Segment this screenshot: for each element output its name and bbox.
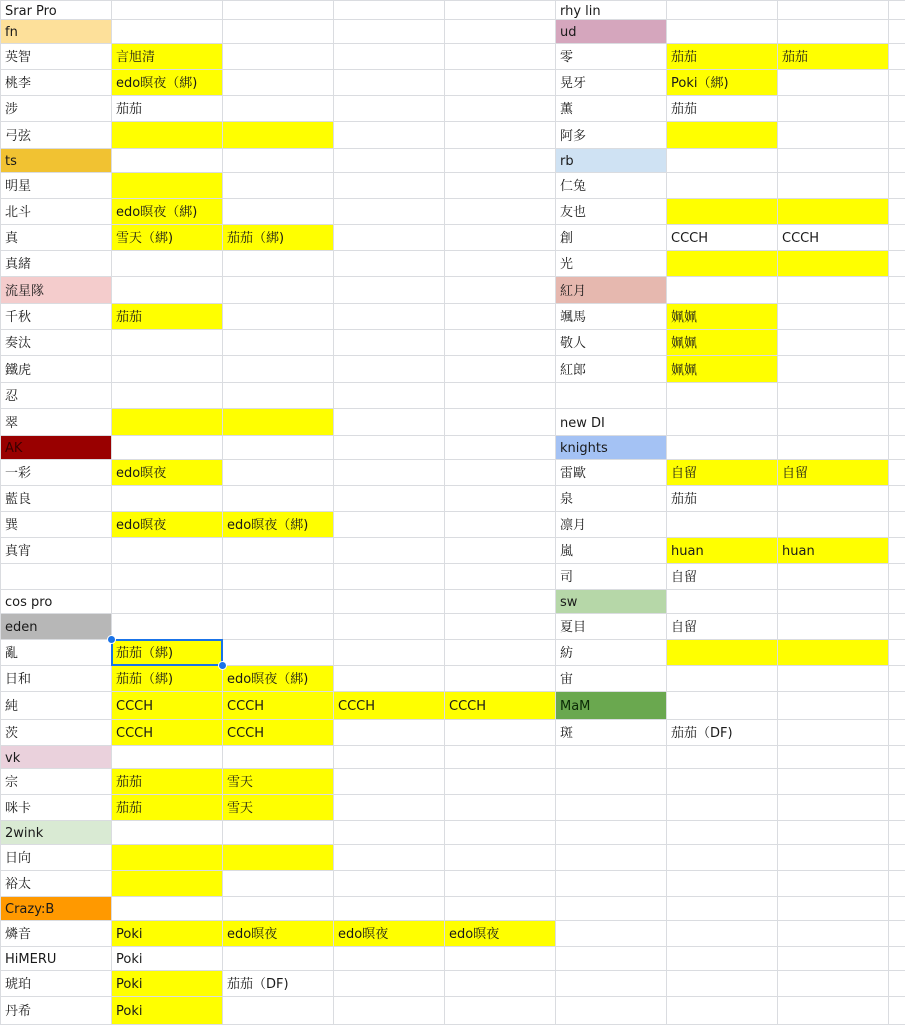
cell-left-r34-c0[interactable]: 裕太 [5,877,32,892]
cell-left-r19-c4[interactable] [445,486,555,511]
cell-left-r18-c1[interactable]: edo暝夜 [112,460,222,485]
cell-left-r7-c3[interactable] [334,173,444,198]
cell-left-r21-c3[interactable] [334,538,444,563]
cell-left-r12-c4[interactable] [445,304,555,329]
cell-left-r23-c3[interactable] [334,590,444,613]
selection-handle-bottom-right[interactable] [218,661,227,670]
cell-left-r20-c0[interactable]: 巽 [5,518,19,533]
cell-right-r3-c0[interactable]: 晃牙 [560,76,587,91]
cell-left-r18-c2[interactable] [223,460,333,485]
cell-left-r4-c0[interactable]: 涉 [5,102,19,117]
cell-left-r22-c2[interactable] [223,564,333,589]
cell-left-r4-c2[interactable] [223,96,333,121]
cell-right-r9-c1[interactable]: CCCH [671,231,709,246]
cell-right-r18-c2[interactable]: 自留 [778,460,888,485]
cell-right-r27-c2[interactable] [778,692,888,719]
cell-right-r8-c1[interactable] [667,199,777,224]
cell-left-r25-c1[interactable]: 茄茄（綁) [112,640,222,665]
cell-left-r23-c1[interactable] [112,590,222,613]
cell-left-r34-c3[interactable] [334,871,444,896]
cell-left-r13-c0[interactable]: 奏汰 [5,336,32,351]
cell-left-r24-c3[interactable] [334,614,444,639]
cell-left-r24-c4[interactable] [445,614,555,639]
cell-left-r25-c3[interactable] [334,640,444,665]
cell-left-r38-c4[interactable] [445,971,555,996]
cell-right-r7-c0[interactable]: 仁兔 [560,179,587,194]
cell-left-r36-c1[interactable]: Poki [112,921,222,946]
cell-left-r9-c3[interactable] [334,225,444,250]
cell-right-r3-c1[interactable]: Poki（綁) [667,70,777,95]
cell-left-r32-c2[interactable] [223,821,333,844]
cell-right-r1-c1[interactable] [667,20,777,43]
cell-right-r22-c0[interactable]: 司 [560,570,574,585]
cell-left-r31-c0[interactable]: 咪卡 [5,801,32,816]
cell-right-r5-c2[interactable] [778,122,888,148]
cell-right-r28-c2[interactable] [778,720,888,745]
cell-right-r1-c0[interactable]: ud [556,20,666,43]
cell-left-r28-c1[interactable]: CCCH [112,720,222,745]
cell-right-r11-c0[interactable]: 紅月 [556,277,666,303]
cell-left-r17-c2[interactable] [223,436,333,459]
cell-left-r32-c4[interactable] [445,821,555,844]
cell-left-r39-c4[interactable] [445,997,555,1024]
cell-left-r14-c3[interactable] [334,356,444,382]
cell-right-r18-c0[interactable]: 雷歐 [560,466,587,481]
cell-left-r3-c0[interactable]: 桃李 [5,76,32,91]
cell-left-r15-c2[interactable] [223,383,333,408]
cell-left-r4-c3[interactable] [334,96,444,121]
cell-right-r2-c0[interactable]: 零 [560,50,574,65]
cell-left-r5-c0[interactable]: 弓弦 [5,129,32,144]
cell-left-r34-c2[interactable] [223,871,333,896]
cell-left-r17-c3[interactable] [334,436,444,459]
cell-right-r4-c1[interactable]: 茄茄 [671,102,698,117]
cell-left-r31-c4[interactable] [445,795,555,820]
cell-left-r26-c0[interactable]: 日和 [5,672,32,687]
cell-left-r35-c0[interactable]: Crazy:B [1,897,111,920]
cell-left-r25-c4[interactable] [445,640,555,665]
cell-right-r24-c2[interactable] [778,614,888,639]
cell-left-r34-c1[interactable] [112,871,222,896]
cell-left-r1-c0[interactable]: fn [1,20,111,43]
cell-left-r10-c1[interactable] [112,251,222,276]
cell-left-r39-c0[interactable]: 丹希 [5,1004,32,1019]
cell-left-r17-c1[interactable] [112,436,222,459]
cell-right-r11-c1[interactable] [667,277,777,303]
cell-left-r18-c3[interactable] [334,460,444,485]
cell-right-r12-c1[interactable]: 姵姵 [667,304,777,329]
cell-left-r7-c1[interactable] [112,173,222,198]
cell-right-r23-c2[interactable] [778,590,888,613]
cell-left-r22-c0[interactable] [1,564,111,589]
cell-left-r27-c3[interactable]: CCCH [334,692,444,719]
cell-left-r6-c2[interactable] [223,149,333,172]
cell-left-r21-c0[interactable]: 真宵 [5,544,32,559]
cell-left-r38-c0[interactable]: 琥珀 [5,977,32,992]
cell-left-r17-c0[interactable]: AK [1,436,111,459]
cell-left-r29-c2[interactable] [223,746,333,768]
cell-left-r5-c1[interactable] [112,122,222,148]
cell-right-r14-c1[interactable]: 姵姵 [667,356,777,382]
cell-right-r10-c2[interactable] [778,251,888,276]
cell-left-r27-c4[interactable]: CCCH [445,692,555,719]
cell-right-r14-c2[interactable] [778,356,888,382]
cell-left-r24-c2[interactable] [223,614,333,639]
cell-left-r30-c4[interactable] [445,769,555,794]
cell-left-r37-c1[interactable]: Poki [116,952,143,967]
cell-left-r21-c2[interactable] [223,538,333,563]
cell-left-r13-c2[interactable] [223,330,333,355]
cell-left-r9-c0[interactable]: 真 [5,231,19,246]
cell-left-r20-c2[interactable]: edo暝夜（綁) [223,512,333,537]
cell-left-r0-c0[interactable]: Srar Pro [5,4,57,19]
cell-left-r7-c4[interactable] [445,173,555,198]
cell-left-r16-c1[interactable] [112,409,222,435]
cell-left-r15-c3[interactable] [334,383,444,408]
cell-left-r15-c0[interactable]: 忍 [5,389,19,404]
cell-left-r34-c4[interactable] [445,871,555,896]
cell-left-r14-c1[interactable] [112,356,222,382]
cell-left-r20-c1[interactable]: edo暝夜 [112,512,222,537]
cell-left-r0-c4[interactable] [445,1,555,19]
cell-left-r3-c4[interactable] [445,70,555,95]
cell-right-r25-c1[interactable] [667,640,777,665]
cell-left-r39-c3[interactable] [334,997,444,1024]
cell-left-r14-c0[interactable]: 鐵虎 [5,363,32,378]
cell-left-r30-c2[interactable]: 雪天 [223,769,333,794]
cell-left-r16-c2[interactable] [223,409,333,435]
cell-left-r16-c3[interactable] [334,409,444,435]
cell-left-r21-c1[interactable] [112,538,222,563]
cell-left-r0-c2[interactable] [223,1,333,19]
cell-left-r30-c1[interactable]: 茄茄 [112,769,222,794]
cell-left-r8-c4[interactable] [445,199,555,224]
cell-right-r0-c0[interactable]: rhy lin [560,4,601,19]
cell-left-r2-c0[interactable]: 英智 [5,50,32,65]
cell-left-r24-c1[interactable] [112,614,222,639]
cell-left-r14-c4[interactable] [445,356,555,382]
cell-left-r13-c1[interactable] [112,330,222,355]
cell-left-r11-c3[interactable] [334,277,444,303]
cell-right-r14-c0[interactable]: 紅郎 [560,363,587,378]
cell-left-r31-c1[interactable]: 茄茄 [112,795,222,820]
cell-left-r1-c3[interactable] [334,20,444,43]
cell-left-r38-c2[interactable]: 茄茄（DF) [227,977,289,992]
cell-right-r2-c1[interactable]: 茄茄 [667,44,777,69]
cell-left-r26-c2[interactable]: edo暝夜（綁) [223,666,333,691]
cell-left-r3-c2[interactable] [223,70,333,95]
cell-right-r16-c1[interactable] [667,409,777,435]
cell-left-r8-c1[interactable]: edo暝夜（綁) [112,199,222,224]
cell-left-r12-c0[interactable]: 千秋 [5,310,32,325]
cell-left-r10-c2[interactable] [223,251,333,276]
cell-right-r10-c1[interactable] [667,251,777,276]
cell-left-r27-c0[interactable]: 純 [5,699,19,714]
cell-right-r4-c2[interactable] [778,96,888,121]
cell-right-r21-c2[interactable]: huan [778,538,888,563]
cell-left-r23-c4[interactable] [445,590,555,613]
cell-left-r25-c2[interactable] [223,640,333,665]
cell-left-r36-c4[interactable]: edo暝夜 [445,921,555,946]
cell-right-r9-c2[interactable]: CCCH [782,231,820,246]
cell-left-r37-c0[interactable]: HiMERU [5,952,57,967]
cell-left-r8-c0[interactable]: 北斗 [5,205,32,220]
cell-left-r15-c4[interactable] [445,383,555,408]
cell-left-r8-c3[interactable] [334,199,444,224]
cell-left-r32-c3[interactable] [334,821,444,844]
cell-left-r5-c2[interactable] [223,122,333,148]
cell-right-r12-c0[interactable]: 颯馬 [560,310,587,325]
cell-right-r21-c0[interactable]: 嵐 [560,544,574,559]
cell-right-r19-c0[interactable]: 泉 [560,492,574,507]
cell-right-r20-c1[interactable] [667,512,777,537]
cell-left-r28-c0[interactable]: 茨 [5,726,19,741]
cell-right-r18-c1[interactable]: 自留 [667,460,777,485]
cell-left-r26-c4[interactable] [445,666,555,691]
cell-left-r2-c4[interactable] [445,44,555,69]
cell-left-r27-c2[interactable]: CCCH [223,692,333,719]
cell-left-r12-c1[interactable]: 茄茄 [112,304,222,329]
cell-left-r16-c0[interactable]: 翠 [5,416,19,431]
cell-left-r20-c4[interactable] [445,512,555,537]
cell-left-r6-c3[interactable] [334,149,444,172]
cell-right-r10-c0[interactable]: 光 [560,257,574,272]
cell-right-r19-c1[interactable]: 茄茄 [671,492,698,507]
cell-left-r3-c1[interactable]: edo暝夜（綁) [112,70,222,95]
cell-left-r33-c0[interactable]: 日向 [5,851,32,866]
cell-left-r21-c4[interactable] [445,538,555,563]
cell-left-r31-c2[interactable]: 雪天 [223,795,333,820]
cell-left-r2-c1[interactable]: 言旭清 [112,44,222,69]
cell-left-r4-c4[interactable] [445,96,555,121]
cell-left-r37-c2[interactable] [223,947,333,970]
cell-left-r14-c2[interactable] [223,356,333,382]
cell-left-r11-c4[interactable] [445,277,555,303]
cell-right-r7-c1[interactable] [667,173,777,198]
cell-left-r4-c1[interactable]: 茄茄 [116,102,143,117]
cell-left-r37-c4[interactable] [445,947,555,970]
selection-handle-top-left[interactable] [107,635,116,644]
cell-left-r11-c0[interactable]: 流星隊 [1,277,111,303]
cell-left-r29-c0[interactable]: vk [1,746,111,768]
cell-left-r27-c1[interactable]: CCCH [112,692,222,719]
cell-right-r3-c2[interactable] [778,70,888,95]
cell-left-r33-c4[interactable] [445,845,555,870]
cell-right-r17-c2[interactable] [778,436,888,459]
cell-left-r0-c3[interactable] [334,1,444,19]
cell-left-r7-c0[interactable]: 明星 [5,179,32,194]
cell-left-r12-c2[interactable] [223,304,333,329]
cell-right-r6-c2[interactable] [778,149,888,172]
cell-right-r7-c2[interactable] [778,173,888,198]
cell-left-r13-c3[interactable] [334,330,444,355]
cell-right-r13-c0[interactable]: 敬人 [560,336,587,351]
cell-right-r4-c0[interactable]: 薫 [560,102,574,117]
cell-left-r10-c0[interactable]: 真緒 [5,257,32,272]
cell-right-r25-c2[interactable] [778,640,888,665]
cell-right-r0-c1[interactable] [667,1,777,19]
cell-right-r28-c1[interactable]: 茄茄（DF) [671,726,733,741]
cell-right-r6-c1[interactable] [667,149,777,172]
cell-right-r16-c2[interactable] [778,409,888,435]
cell-left-r9-c4[interactable] [445,225,555,250]
cell-right-r28-c0[interactable]: 斑 [560,726,574,741]
cell-left-r33-c1[interactable] [112,845,222,870]
cell-right-r27-c0[interactable]: MaM [556,692,666,719]
cell-right-r24-c0[interactable]: 夏目 [560,620,587,635]
cell-left-r5-c3[interactable] [334,122,444,148]
cell-left-r22-c4[interactable] [445,564,555,589]
cell-right-r0-c2[interactable] [778,1,888,19]
cell-left-r35-c4[interactable] [445,897,555,920]
cell-left-r1-c1[interactable] [112,20,222,43]
cell-left-r39-c2[interactable] [223,997,333,1024]
cell-left-r19-c0[interactable]: 藍良 [5,492,32,507]
cell-right-r11-c2[interactable] [778,277,888,303]
cell-right-r20-c0[interactable]: 凛月 [560,518,587,533]
cell-left-r3-c3[interactable] [334,70,444,95]
cell-left-r35-c3[interactable] [334,897,444,920]
cell-right-r8-c2[interactable] [778,199,888,224]
cell-left-r12-c3[interactable] [334,304,444,329]
cell-right-r26-c0[interactable]: 宙 [560,672,574,687]
cell-right-r15-c2[interactable] [778,383,888,408]
cell-right-r1-c2[interactable] [778,20,888,43]
cell-right-r26-c2[interactable] [778,666,888,691]
cell-left-r1-c2[interactable] [223,20,333,43]
cell-right-r17-c0[interactable]: knights [556,436,666,459]
cell-left-r23-c0[interactable]: cos pro [5,595,53,610]
cell-left-r19-c1[interactable] [112,486,222,511]
cell-left-r29-c3[interactable] [334,746,444,768]
cell-left-r20-c3[interactable] [334,512,444,537]
cell-right-r19-c2[interactable] [778,486,888,511]
cell-left-r26-c3[interactable] [334,666,444,691]
cell-left-r24-c0[interactable]: eden [1,614,111,639]
cell-left-r2-c3[interactable] [334,44,444,69]
cell-left-r0-c1[interactable] [112,1,222,19]
cell-left-r36-c3[interactable]: edo暝夜 [334,921,444,946]
cell-left-r28-c2[interactable]: CCCH [223,720,333,745]
cell-left-r28-c4[interactable] [445,720,555,745]
cell-right-r17-c1[interactable] [667,436,777,459]
cell-left-r6-c0[interactable]: ts [1,149,111,172]
cell-right-r2-c2[interactable]: 茄茄 [778,44,888,69]
cell-left-r32-c1[interactable] [112,821,222,844]
cell-left-r33-c2[interactable] [223,845,333,870]
cell-left-r6-c4[interactable] [445,149,555,172]
cell-left-r33-c3[interactable] [334,845,444,870]
cell-right-r8-c0[interactable]: 友也 [560,205,587,220]
cell-left-r26-c1[interactable]: 茄茄（綁) [112,666,222,691]
cell-right-r9-c0[interactable]: 創 [560,231,574,246]
cell-left-r11-c2[interactable] [223,277,333,303]
cell-right-r24-c1[interactable]: 自留 [671,620,698,635]
cell-left-r39-c1[interactable]: Poki [112,997,222,1024]
cell-left-r35-c2[interactable] [223,897,333,920]
cell-left-r35-c1[interactable] [112,897,222,920]
cell-right-r16-c0[interactable]: new DI [560,416,605,431]
cell-left-r22-c1[interactable] [112,564,222,589]
cell-left-r2-c2[interactable] [223,44,333,69]
cell-left-r31-c3[interactable] [334,795,444,820]
cell-right-r27-c1[interactable] [667,692,777,719]
cell-left-r19-c2[interactable] [223,486,333,511]
cell-left-r11-c1[interactable] [112,277,222,303]
cell-right-r5-c0[interactable]: 阿多 [560,129,587,144]
cell-left-r9-c1[interactable]: 雪天（綁) [112,225,222,250]
cell-left-r1-c4[interactable] [445,20,555,43]
cell-left-r8-c2[interactable] [223,199,333,224]
cell-right-r23-c1[interactable] [667,590,777,613]
cell-right-r20-c2[interactable] [778,512,888,537]
cell-left-r15-c1[interactable] [112,383,222,408]
cell-right-r5-c1[interactable] [667,122,777,148]
cell-left-r25-c0[interactable]: 亂 [5,646,19,661]
cell-left-r16-c4[interactable] [445,409,555,435]
cell-left-r30-c3[interactable] [334,769,444,794]
cell-right-r12-c2[interactable] [778,304,888,329]
cell-left-r10-c3[interactable] [334,251,444,276]
cell-left-r28-c3[interactable] [334,720,444,745]
cell-left-r7-c2[interactable] [223,173,333,198]
cell-left-r32-c0[interactable]: 2wink [1,821,111,844]
cell-right-r25-c0[interactable]: 紡 [560,646,574,661]
cell-left-r38-c1[interactable]: Poki [112,971,222,996]
cell-right-r6-c0[interactable]: rb [556,149,666,172]
cell-left-r29-c4[interactable] [445,746,555,768]
cell-left-r36-c0[interactable]: 燐音 [5,927,32,942]
cell-left-r29-c1[interactable] [112,746,222,768]
cell-left-r22-c3[interactable] [334,564,444,589]
cell-left-r23-c2[interactable] [223,590,333,613]
cell-left-r37-c3[interactable] [334,947,444,970]
cell-left-r38-c3[interactable] [334,971,444,996]
cell-left-r13-c4[interactable] [445,330,555,355]
cell-right-r15-c0[interactable] [556,383,666,408]
cell-left-r17-c4[interactable] [445,436,555,459]
cell-left-r6-c1[interactable] [112,149,222,172]
cell-left-r36-c2[interactable]: edo暝夜 [223,921,333,946]
cell-right-r21-c1[interactable]: huan [667,538,777,563]
cell-right-r22-c1[interactable]: 自留 [671,570,698,585]
cell-left-r9-c2[interactable]: 茄茄（綁) [223,225,333,250]
cell-right-r26-c1[interactable] [667,666,777,691]
cell-right-r23-c0[interactable]: sw [556,590,666,613]
cell-left-r5-c4[interactable] [445,122,555,148]
cell-left-r30-c0[interactable]: 宗 [5,775,19,790]
cell-left-r18-c0[interactable]: 一彩 [5,466,32,481]
cell-left-r18-c4[interactable] [445,460,555,485]
cell-right-r13-c1[interactable]: 姵姵 [667,330,777,355]
cell-right-r15-c1[interactable] [667,383,777,408]
cell-right-r22-c2[interactable] [778,564,888,589]
cell-left-r19-c3[interactable] [334,486,444,511]
cell-left-r10-c4[interactable] [445,251,555,276]
cell-right-r13-c2[interactable] [778,330,888,355]
